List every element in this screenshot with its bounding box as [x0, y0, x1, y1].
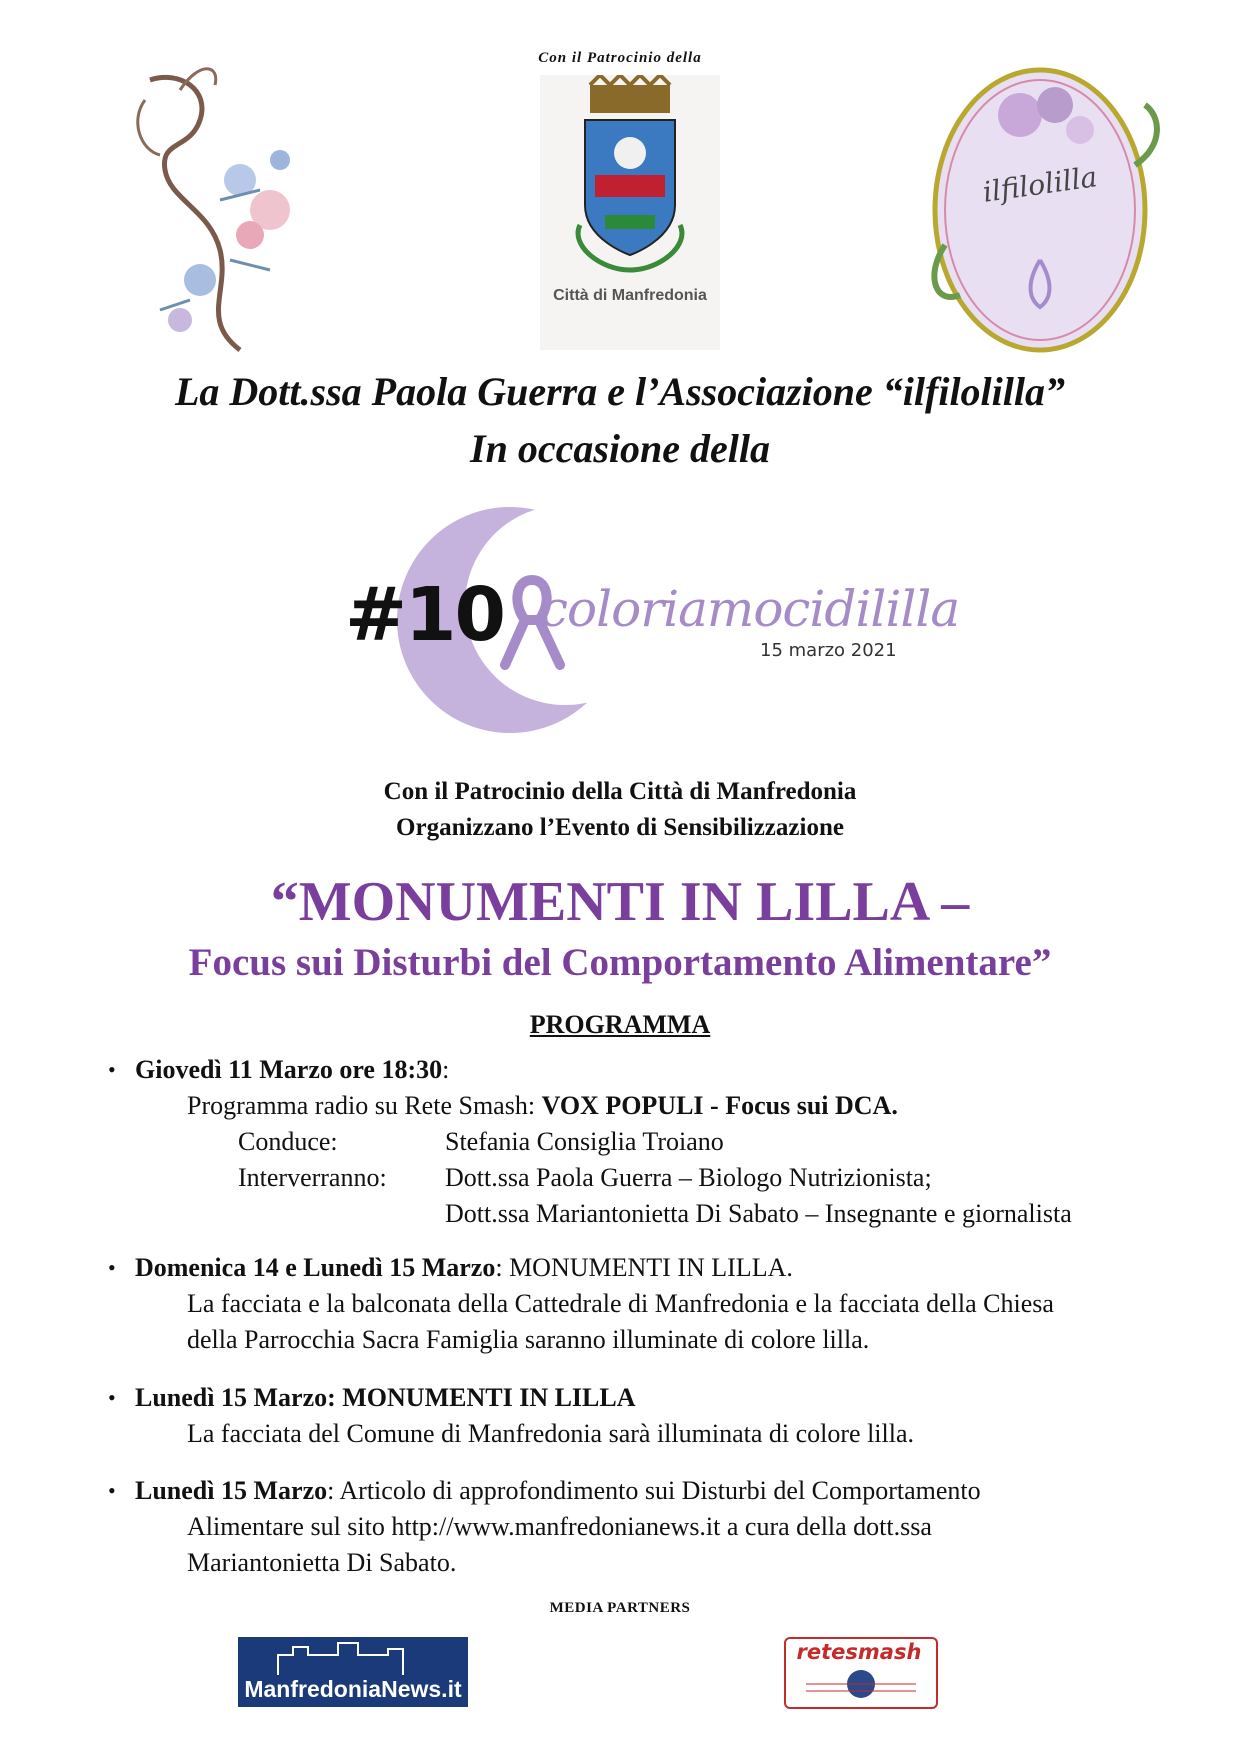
event-name: coloriamocidililla: [540, 580, 960, 638]
program-item-4: [0, 1473, 1240, 1583]
bullet-icon: •: [108, 1255, 116, 1280]
item-3-desc-1: La facciata del Comune di Manfredonia sarà illuminata di colore lilla.: [187, 1419, 914, 1448]
castle-icon: [238, 1637, 468, 1677]
item-1-interverranno-label: Interverranno:: [238, 1163, 387, 1192]
item-1-heading: [135, 1052, 449, 1088]
city-crest: [540, 75, 720, 350]
program-item-2: [0, 1250, 1240, 1360]
retesmash-logo-text: retesmash: [796, 1640, 922, 1664]
bullet-icon: •: [108, 1385, 116, 1410]
bullet-icon: •: [108, 1057, 116, 1082]
event-main-title: “MONUMENTI IN LILLA –: [270, 871, 970, 933]
item-1-conduce-value: Stefania Consiglia Troiano: [445, 1127, 724, 1156]
item-1-radio-title: VOX POPULI - Focus sui DCA.: [541, 1091, 898, 1120]
item-1-speaker-1: Dott.ssa Paola Guerra – Biologo Nutrizionista;: [445, 1163, 932, 1192]
item-2-rest: : MONUMENTI IN LILLA.: [495, 1253, 793, 1282]
crest-shield-icon: [540, 75, 720, 285]
bullet-icon: •: [108, 1478, 116, 1503]
program-item-3: [0, 1380, 1240, 1455]
media-partners-heading: MEDIA PARTNERS: [549, 1600, 691, 1616]
item-1-radio: [187, 1088, 898, 1124]
ilfilolilla-logo-text: ilfilolilla: [980, 160, 1100, 209]
item-4-when: Lunedì 15 Marzo: [135, 1476, 328, 1505]
item-1-colon: :: [442, 1055, 450, 1084]
item-2-desc-2: della Parrocchia Sacra Famiglia saranno illuminate di colore lilla.: [187, 1325, 870, 1354]
program-item-1: [0, 1052, 1240, 1252]
item-2-desc-1: La facciata e la balconata della Cattedrale di Manfredonia e la facciata della Chiesa: [187, 1289, 1054, 1318]
phoenix-flower-illustration: [120, 60, 330, 360]
programma-heading: PROGRAMMA: [529, 1010, 711, 1039]
item-4-desc-2: Mariantonietta Di Sabato.: [187, 1548, 457, 1577]
item-4-heading: [135, 1473, 981, 1509]
item-1-speaker-2: Dott.ssa Mariantonietta Di Sabato – Insegnante e giornalista: [445, 1199, 1072, 1228]
intro-line-1: La Dott.ssa Paola Guerra e l’Associazione “ilfilolilla”: [174, 369, 1066, 414]
event-hashtag: #10: [345, 572, 504, 658]
item-4-rest: : Articolo di approfondimento sui Disturbi del Comportamento: [327, 1476, 981, 1505]
event-sub-title: Focus sui Disturbi del Comportamento Alimentare”: [188, 941, 1052, 984]
item-1-when: Giovedì 11 Marzo ore 18:30: [135, 1055, 443, 1084]
crest-caption: Con il Patrocinio della: [538, 50, 702, 66]
ilfilolilla-logo: [905, 45, 1175, 360]
event-date: 15 marzo 2021: [760, 640, 897, 661]
crest-city-name: Città di Manfredonia: [553, 287, 707, 304]
item-2-when: Domenica 14 e Lunedì 15 Marzo: [135, 1253, 496, 1282]
item-2-heading: [135, 1250, 793, 1286]
manfredonianews-logo-text: ManfredoniaNews.it: [244, 1676, 462, 1702]
sponsorship-line-2: Organizzano l’Evento di Sensibilizzazione: [396, 814, 844, 841]
item-3-heading: Lunedì 15 Marzo: MONUMENTI IN LILLA: [135, 1383, 636, 1412]
intro-line-2: In occasione della: [470, 426, 770, 471]
item-4-desc-1: Alimentare sul sito http://www.manfredonianews.it a cura della dott.ssa: [187, 1512, 932, 1541]
item-1-radio-prefix: Programma radio su Rete Smash:: [187, 1091, 542, 1120]
sponsorship-line-1: Con il Patrocinio della Città di Manfredonia: [383, 778, 857, 805]
item-1-conduce-label: Conduce:: [238, 1127, 338, 1156]
